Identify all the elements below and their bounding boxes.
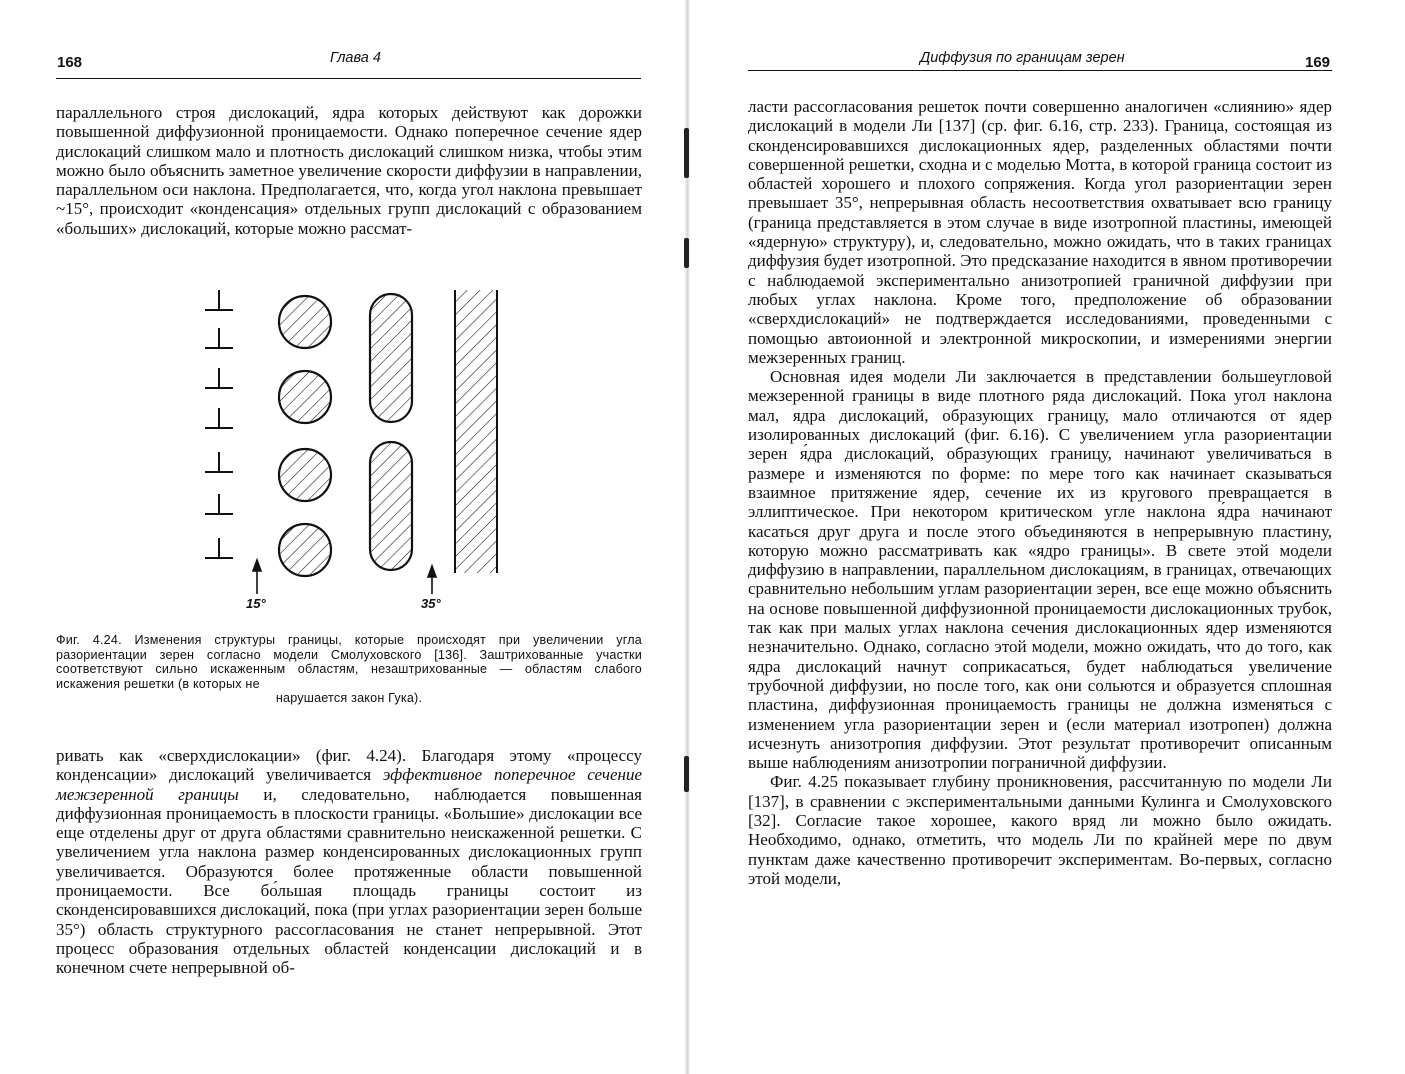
- hatched-circle: [279, 449, 331, 501]
- figure-4-24: [195, 282, 515, 617]
- paragraph-3: Фиг. 4.25 показывает глубину проникновения, рассчитанную по модели Ли [137], в сравнении с экспериментальными данными Кулинга и Смолуховского [32]. Согласие такое хорошее, какого вряд ли можно было ожидать. Необходимо, однако, отметить, что модель Ли по крайней мере по двум пунктам даже качественно противоречит экспериментам. Во-первых, согласно этой модели,: [748, 772, 1332, 888]
- paragraph-bottom-part-b: и, следовательно, наблюдается повышенная диффузионная проницаемость в плоскости границы. «Большие» дислокации все еще отделены друг от друга областями сравнительно неискаженной решетки. С увеличением угла наклона размер конденсированных дислокационных групп увеличивается. Образуются более протяженные области повышенной проницаемости. Все бо́льшая площадь границы состоит из сконденсировавшихся дислокаций, пока (при углах разориентации зерен больше 35°) область структурного рассогласования не станет непрерывной. Этот процесс образования отдельных областей конденсации дислокаций и в конечном счете непрерывной об-: [56, 784, 642, 978]
- paragraph-1: ласти рассогласования решеток почти совершенно аналогичен «слиянию» ядер дислокаций в модели Ли [137] (ср. фиг. 6.16, стр. 233). Граница, состоящая из сконденсировавшихся дислокационных ядер, разделенных областями почти совершенной решетки, сходна и с моделью Мотта, в которой граница состоит из областей хорошего и плохого сопряжения. Когда угол разориентации зерен превышает 35°, непрерывная область несоответствия охватывает всю границу (граница представляется в этом случае в виде изотропной пластины, имеющей «ядерную» структуру), и, следовательно, можно ожидать, что в таких границах диффузия будет изотропной. Это предсказание находится в явном противоречии с наблюдаемой экспериментально анизотропией граничной диффузии при любых углах наклона. Кроме того, предположение об образовании «сверхдислокаций» не подтверждается исследованиями, проведенными с помощью автоионной и электронной микроскопии, и измерениями энергии межзеренных границ.: [748, 97, 1332, 367]
- hatched-circle: [279, 371, 331, 423]
- dislocation-symbol: [205, 290, 233, 310]
- left-page: [0, 0, 690, 1074]
- dislocation-symbol: [205, 328, 233, 348]
- running-head: Диффузия по границам зерен: [920, 50, 1125, 66]
- right-page-text: [748, 97, 1332, 888]
- figure-caption-last-line: нарушается закон Гука).: [275, 691, 423, 705]
- paragraph-top: [56, 103, 642, 238]
- paragraph-bottom: [56, 746, 642, 978]
- dislocation-symbol: [205, 408, 233, 428]
- figure-caption: [56, 633, 642, 706]
- figure-label-15: 15°: [246, 596, 266, 611]
- paragraph-bottom-text: [56, 746, 642, 978]
- header-rule: [748, 70, 1332, 71]
- arrow-35: [428, 566, 436, 594]
- dislocation-symbols: [205, 290, 233, 558]
- paragraph-bottom-italic: эффективное поперечное сечение межзеренной границы: [56, 765, 642, 804]
- condensed-cores: [279, 296, 331, 576]
- running-head: Глава 4: [330, 50, 381, 66]
- paragraph-top-text: параллельного строя дислокаций, ядра которых действуют как дорожки повышенной диффузионной проницаемости. Однако поперечное сечение ядер дислокаций слишком мало и плотность дислокаций слишком низка, чтобы этим можно было объяснить заметное увеличение скорости диффузии в направлении, параллельном оси наклона. Предполагается, что, когда угол наклона превышает ~15°, происходит «конденсация» отдельных групп дислокаций с образованием «больших» дислокаций, которые можно рассмат-: [56, 103, 642, 238]
- paragraph-2: Основная идея модели Ли заключается в представлении большеугловой межзеренной границы в виде плотного ряда дислокаций. Пока угол наклона мал, ядра дислокаций, образующих границу, мало отличаются от ядер изолированных дислокаций (фиг. 6.16). С увеличением угла разориентации зерен я́дра дислокаций, образующих границу, начинают увеличиваться в размере и изменяются по форме: по мере того как начинает сказываться взаимное притяжение ядер, сечение их из кругового превращается в эллиптическое. При некотором критическом угле наклона я́дра начинают касаться друг друга и после этого объединяются в непрерывную пластину, которую можно рассматривать как «ядро границы». В свете этой модели диффузию в направлении, параллельном дислокациям, в границах, отвечающих сравнительно небольшим углам разориентации зерен, все еще можно объяснить на основе повышенной диффузионной проницаемости дислокационных трубок, так как при малых углах наклона сечения дислокационных ядер изменяются незначительно. Однако, согласно этой модели, можно ожидать, что до того, как ядра дислокаций начнут соприкасаться, будет наблюдаться увеличение трубочной диффузии, но после того, как они сольются и образуется сплошная пластина, диффузионная проницаемость границы не должна изменяться с изменением угла разориентации зерен и (если материал изотропен) должна исчезнуть анизотропия диффузии. Этот результат противоречит описанным выше наблюдениям анизотропии пограничной диффузии.: [748, 367, 1332, 773]
- hatched-capsule: [370, 442, 412, 570]
- hatched-circle: [279, 296, 331, 348]
- arrow-15: [253, 560, 261, 594]
- dislocation-symbol: [205, 538, 233, 558]
- hatched-capsule: [370, 294, 412, 422]
- header-rule: [56, 78, 641, 79]
- right-page: [692, 0, 1405, 1074]
- dislocation-symbol: [205, 368, 233, 388]
- page-number: 168: [57, 54, 83, 71]
- dislocation-symbol: [205, 452, 233, 472]
- continuous-slab: [455, 290, 497, 573]
- elongated-cores: [370, 294, 412, 570]
- figure-label-35: 35°: [421, 596, 441, 611]
- hatched-circle: [279, 524, 331, 576]
- paragraph-bottom-part-a: ривать как «сверхдислокации» (фиг. 4.24). Благодаря этому «процессу конденсации» дислокаций увеличивается: [56, 746, 642, 785]
- page-number: 169: [1305, 54, 1331, 71]
- dislocation-symbol: [205, 494, 233, 514]
- figure-caption-text: Фиг. 4.24. Изменения структуры границы, которые происходят при увеличении угла разориентации зерен согласно модели Смолуховского [136]. Заштрихованные участки соответствуют сильно искаженным областям, незаштрихованные — областям слабого искажения решетки (в которых не: [56, 633, 642, 691]
